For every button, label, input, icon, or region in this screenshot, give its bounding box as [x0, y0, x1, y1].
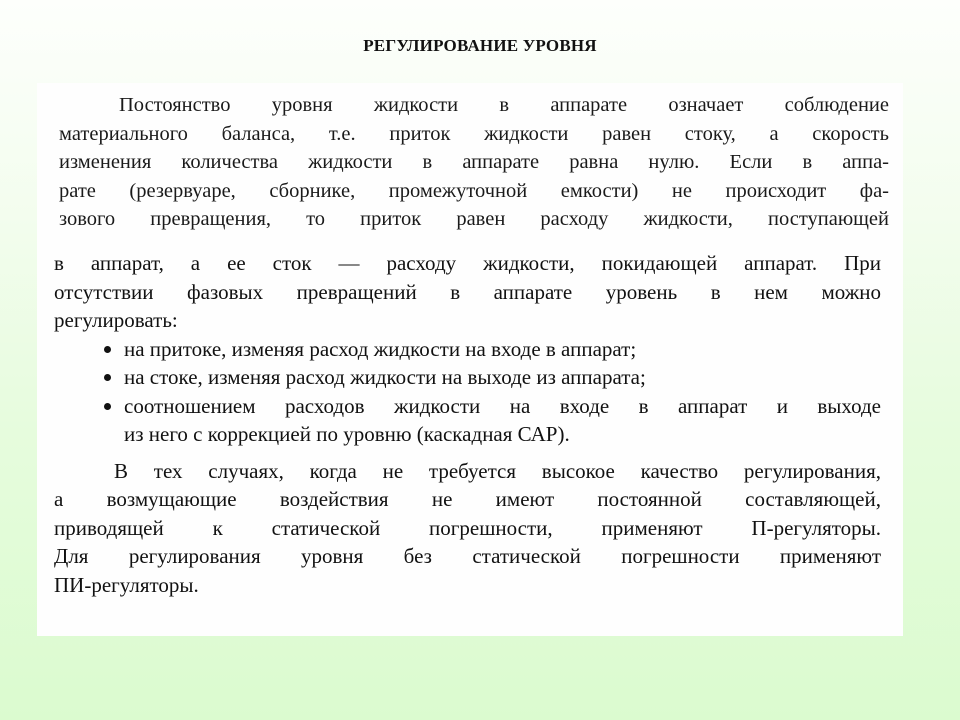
- paragraph-level-constancy: [59, 91, 889, 234]
- text-line: в аппарат, а ее сток — расходу жидкости, покидающей аппарат. При: [54, 251, 881, 275]
- text-line: соотношением расходов жидкости на входе в аппарат и выходе: [124, 393, 881, 418]
- text-line: рате (резервуаре, сборнике, промежуточной емкости) не происходит фа-: [59, 179, 889, 202]
- bullet-icon: [104, 403, 111, 410]
- text-line: приводящей к статической погрешности, применяют П-регуляторы.: [54, 515, 881, 540]
- bullet-icon: [104, 346, 111, 353]
- text-line: на притоке, изменяя расход жидкости на входе в аппарат;: [124, 336, 637, 361]
- slide-title: РЕГУЛИРОВАНИЕ УРОВНЯ: [363, 36, 597, 55]
- text-line: регулировать:: [54, 308, 178, 332]
- text-line: а возмущающие воздействия не имеют постоянной составляющей,: [54, 487, 881, 511]
- list-item: [104, 335, 881, 364]
- text-line: В тех случаях, когда не требуется высокое качество регулирования,: [114, 458, 881, 483]
- scanned-text-page: [37, 83, 903, 636]
- text-line: изменения количества жидкости в аппарате равна нулю. Если в аппа-: [59, 151, 889, 173]
- list-item: [104, 392, 881, 449]
- text-line: материального баланса, т.е. приток жидкости равен стоку, а скорость: [59, 122, 889, 145]
- text-line: отсутствии фазовых превращений в аппарате уровень в нем можно: [54, 279, 881, 304]
- paragraph-regulators: [54, 457, 881, 600]
- text-line: на стоке, изменяя расход жидкости на выходе из аппарата;: [124, 365, 646, 389]
- text-line: Для регулирования уровня без статической погрешности применяют: [54, 544, 881, 568]
- list-item: [104, 363, 881, 392]
- paragraph-continuation: [54, 249, 881, 335]
- text-line: ПИ-регуляторы.: [54, 572, 199, 597]
- bullet-icon: [104, 374, 111, 381]
- lower-text-fragment: [54, 249, 881, 599]
- text-line: зового превращения, то приток равен расходу жидкости, поступающей: [59, 208, 889, 230]
- text-line: Постоянство уровня жидкости в аппарате означает соблюдение: [119, 94, 889, 116]
- paragraph-gap: [54, 449, 881, 457]
- upper-text-fragment: [59, 91, 889, 234]
- text-line: из него с коррекцией по уровню (каскадная САР).: [124, 422, 570, 446]
- regulation-methods-list: [54, 335, 881, 449]
